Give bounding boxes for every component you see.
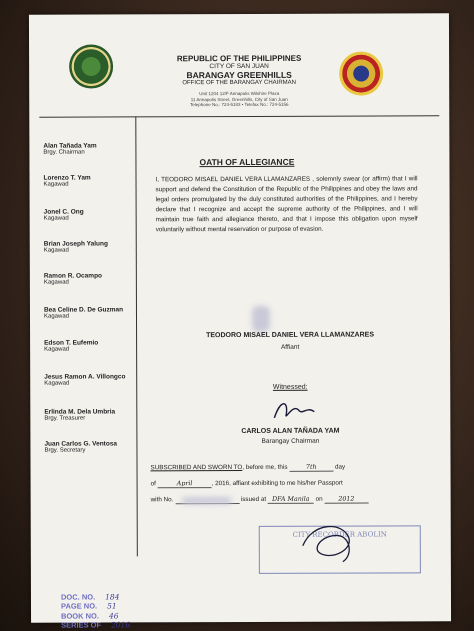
official-name: Lorenzo T. Yam	[43, 174, 91, 182]
stamp-text: CITY RECORDER ABOLIN	[292, 530, 387, 539]
official-title: Kagawad	[44, 381, 70, 388]
official-name: Juan Carlos G. Ventosa	[44, 440, 118, 448]
official-item	[44, 272, 134, 287]
witness-signature	[270, 396, 320, 426]
jurat-line-1	[151, 464, 346, 473]
oath-body: I, TEODORO MISAEL DANIEL VERA LLAMANZARES , solemnly swear (or affirm) that I will support and defend the Constitution of the Republic of the Philippines and obey the laws and legal orders promulgated by the duly constituted authorities of the Philippines, and I hereby declare that I recognize and accept the supreme authority of the Philippines, and I will maintain true faith and allegiance thereto, and that I impose this obligation upon myself voluntarily without mental reservation or purpose of evasion.	[155, 175, 418, 234]
notarial-register-stamp	[61, 592, 130, 630]
official-title: Kagawad	[43, 280, 69, 287]
official-name: Brian Joseph Yalung	[43, 240, 108, 248]
city-seal-right	[339, 51, 383, 95]
affiant-label: Affiant	[280, 343, 300, 351]
series-value: 2016	[111, 620, 131, 630]
jurat-month-value: April	[158, 480, 212, 488]
jurat-line-2-rest: , 2016, affiant exhibiting to me his/her Passport	[211, 479, 343, 488]
official-title: Kagawad	[43, 182, 69, 189]
official-item	[43, 142, 133, 157]
doc-no-label: DOC. NO.	[60, 592, 96, 602]
official-name: Bea Celine D. De Guzman	[43, 306, 124, 314]
sidebar-divider	[135, 116, 138, 556]
official-item	[43, 174, 133, 189]
official-name: Alan Tañada Yam	[43, 142, 97, 150]
letterhead	[149, 54, 329, 108]
barangay-seal-left	[69, 44, 113, 88]
official-title: Brgy. Treasurer	[44, 416, 86, 423]
witness-title: Barangay Chairman	[261, 437, 320, 445]
jurat-issued-at-value: DFA Manila	[268, 496, 314, 504]
witness-name: CARLOS ALAN TAÑADA YAM	[241, 427, 340, 435]
document-title: OATH OF ALLEGIANCE	[199, 156, 295, 168]
official-title: Kagawad	[43, 216, 69, 223]
address-line-1: Unit 1204 12/F Annapolis Wilshire Plaza	[199, 91, 280, 97]
page-no-row	[61, 602, 130, 612]
jurat-day-value: 7th	[289, 464, 333, 472]
affiant-name: TEODORO MISAEL DANIEL VERA LLAMANZARES	[206, 331, 375, 340]
official-title: Kagawad	[43, 248, 69, 255]
redacted-signature	[252, 306, 270, 332]
series-label: SERIES OF	[61, 620, 102, 630]
jurat-on-label: on	[315, 495, 323, 503]
jurat-subscribed: SUBSCRIBED AND SWORN TO	[150, 463, 243, 472]
notary-signature	[293, 516, 363, 566]
jurat-day-label: day	[334, 463, 346, 471]
official-item	[44, 408, 134, 423]
official-name: Jonel C. Ong	[43, 208, 84, 216]
republic-heading: REPUBLIC OF THE PHILIPPINES	[176, 53, 302, 64]
official-item	[44, 240, 134, 255]
official-name: Erlinda M. Dela Umbria	[44, 408, 116, 416]
doc-no-row	[61, 592, 130, 602]
jurat-with-no-label: with No.	[150, 496, 174, 504]
official-name: Jesus Ramon A. Villongco	[44, 373, 126, 381]
address-line-2: 11 Annapolis Street, Greenhills, City of San Juan	[190, 96, 288, 102]
document-page	[29, 13, 451, 630]
official-title: Kagawad	[44, 347, 70, 354]
doc-no-value: 184	[105, 592, 120, 602]
official-name: Edson T. Eufemio	[44, 339, 99, 347]
page-no-label: PAGE NO.	[60, 601, 98, 612]
official-title: Brgy. Chairman	[43, 150, 85, 157]
book-no-value: 46	[108, 611, 119, 621]
witnessed-label: Witnessed:	[272, 383, 308, 391]
header-divider	[39, 115, 439, 117]
official-item	[44, 440, 134, 455]
official-item	[44, 373, 134, 388]
jurat-line-3	[151, 496, 369, 505]
official-item	[44, 208, 134, 223]
jurat-line-2	[151, 480, 343, 489]
book-no-row	[61, 611, 130, 621]
book-no-label: BOOK NO.	[61, 611, 99, 621]
jurat-on-value: 2012	[324, 496, 368, 504]
official-name: Ramon R. Ocampo	[43, 272, 103, 280]
office-heading: OFFICE OF THE BARANGAY CHAIRMAN	[182, 80, 297, 87]
barangay-heading: BARANGAY GREENHILLS	[186, 69, 292, 80]
official-item	[44, 339, 134, 354]
contact-line: Telephone No.: 724-5183 • Telefax No.: 724-5156	[189, 101, 289, 108]
official-title: Brgy. Secretary	[44, 448, 86, 455]
official-item	[44, 306, 134, 321]
series-row	[61, 621, 130, 631]
passport-number-redacted	[175, 496, 239, 504]
jurat-before-me: , before me, this	[242, 463, 288, 471]
jurat-of-label: of	[150, 480, 156, 488]
jurat-issued-at-label: issued at	[240, 495, 267, 503]
page-no-value: 51	[107, 601, 117, 611]
city-heading: CITY OF SAN JUAN	[209, 63, 269, 71]
official-title: Kagawad	[43, 314, 70, 321]
